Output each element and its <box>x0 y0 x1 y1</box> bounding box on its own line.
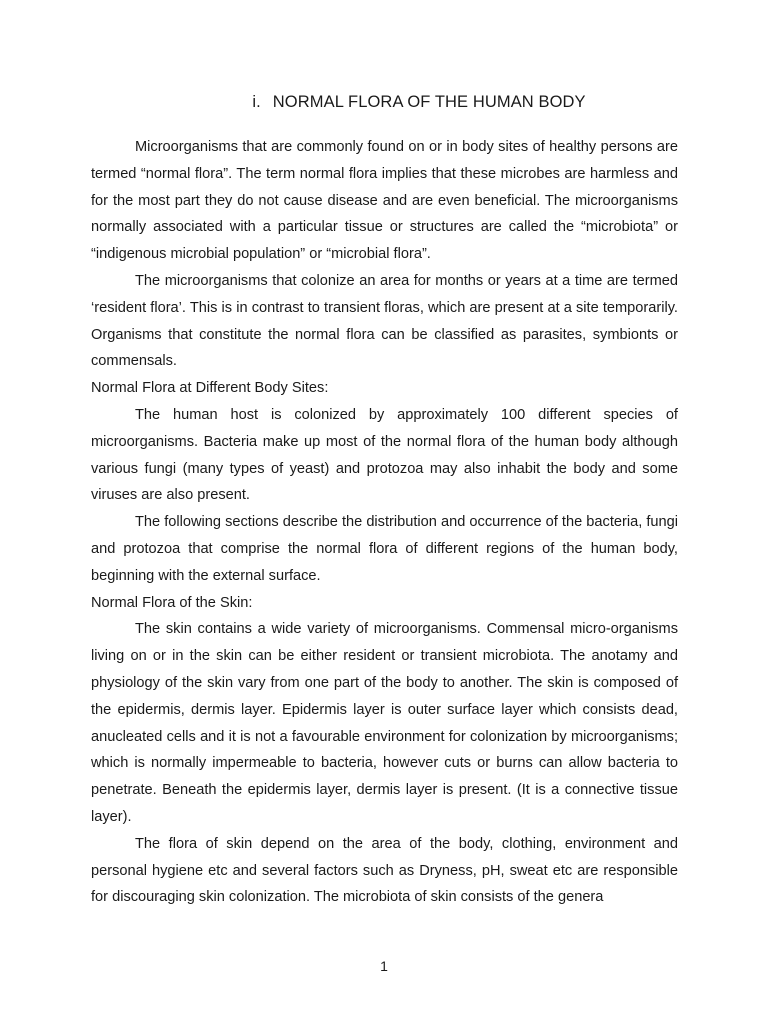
section-number: i. <box>252 93 261 111</box>
document-body <box>91 134 678 911</box>
paragraph-resident-flora: The microorganisms that colonize an area for months or years at a time are termed ‘resident flora’. This is in contrast to transient floras, which are present at a site temporarily. Organisms that constitute the normal flora can be classified as parasites, symbionts or commensals. <box>91 272 678 370</box>
paragraph-skin-flora-factors: The flora of skin depend on the area of the body, clothing, environment and personal hygiene etc and several factors such as Dryness, pH, sweat etc are responsible for discouraging skin colonization. The microbiota of skin consists of the genera <box>91 835 678 906</box>
paragraph-following-sections: The following sections describe the distribution and occurrence of the bacteria, fungi and protozoa that comprise the normal flora of different regions of the human body, beginning with the external surface. <box>91 514 678 584</box>
paragraph-skin-microorganisms: The skin contains a wide variety of microorganisms. Commensal micro-organisms living on or in the skin can be either resident or transient microbiota. The anotamy and physiology of the skin vary from one part of the body to another. The skin is composed of the epidermis, dermis layer. Epidermis layer is outer surface layer which consists dead, anucleated cells and it is not a favourable environment for colonization by microorganisms; which is normally impermeable to bacteria, however cuts or burns can allow bacteria to penetrate. Beneath the epidermis layer, dermis layer is present. (It is a connective tissue layer). <box>91 621 678 825</box>
page-title <box>0 93 768 112</box>
subheading-skin: Normal Flora of the Skin: <box>91 594 253 611</box>
paragraph-host-colonization: The human host is colonized by approximately 100 different species of microorganisms. Bacteria make up most of the normal flora of the human body although various fungi (many types of yeast) and protozoa may also inhabit the body and some viruses are also present. <box>91 406 678 504</box>
paragraph-normal-flora-definition: Microorganisms that are commonly found on or in body sites of healthy persons are termed “normal flora”. The term normal flora implies that these microbes are harmless and for the most part they do not cause disease and are even beneficial. The microorganisms normally associated with a particular tissue or structures are called the “microbiota” or “indigenous microbial population” or “microbial flora”. <box>91 139 678 263</box>
page-number: 1 <box>380 958 388 974</box>
section-title: NORMAL FLORA OF THE HUMAN BODY <box>272 93 586 111</box>
subheading-body-sites: Normal Flora at Different Body Sites: <box>91 380 329 397</box>
